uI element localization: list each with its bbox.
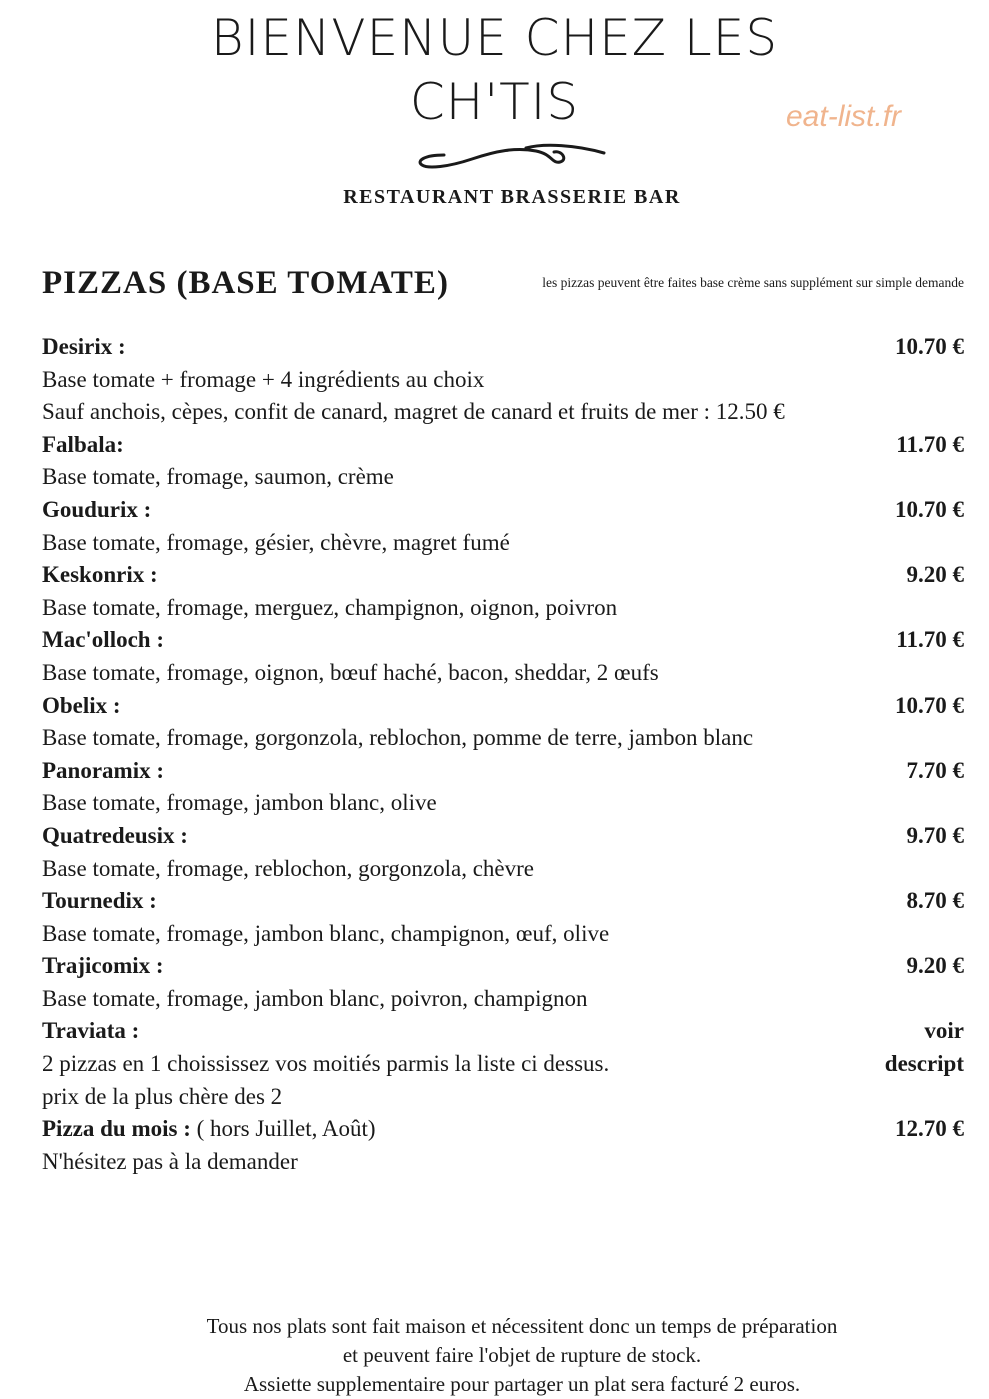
menu-item-header xyxy=(42,885,964,918)
menu-item-header xyxy=(42,494,964,527)
pizza-price: voir xyxy=(924,1018,964,1044)
pizza-availability: ( hors Juillet, Août) xyxy=(190,1116,376,1142)
menu-item-header xyxy=(42,1113,964,1146)
page-title-line1: BIENVENUE CHEZ LES xyxy=(210,9,779,67)
pizza-name: Goudurix : xyxy=(42,496,152,522)
pizza-price: 9.20 € xyxy=(906,562,964,588)
pizza-price: 10.70 € xyxy=(895,692,964,718)
pizza-description: Base tomate, fromage, jambon blanc, champignon, œuf, olive xyxy=(42,920,610,946)
subtitle: RESTAURANT BRASSERIE BAR xyxy=(343,186,681,208)
pizza-description: Base tomate, fromage, jambon blanc, olive xyxy=(42,790,437,816)
pizza-description: Base tomate, fromage, gorgonzola, reblochon, pomme de terre, jambon blanc xyxy=(42,725,754,751)
flourish-ornament xyxy=(414,137,608,171)
pizza-price: 10.70 € xyxy=(895,334,964,359)
menu-item-header xyxy=(42,690,964,723)
pizza-name: Mac'olloch : xyxy=(42,627,164,653)
pizza-price: 11.70 € xyxy=(896,627,964,653)
pizza-name: Obelix : xyxy=(42,692,121,718)
pizza-price: 8.70 € xyxy=(906,888,964,914)
pizza-name: Traviata : xyxy=(42,1018,140,1044)
menu-item-header xyxy=(42,559,964,592)
menu-item-header xyxy=(42,820,964,853)
menu-item-header xyxy=(42,624,964,657)
pizza-description: Base tomate, fromage, merguez, champignon, oignon, poivron xyxy=(42,594,618,620)
pizza-description: prix de la plus chère des 2 xyxy=(42,1083,283,1109)
watermark: eat-list.fr xyxy=(786,100,902,133)
menu-item-header xyxy=(42,1015,964,1048)
pizza-price: 9.20 € xyxy=(906,953,964,979)
footer-note xyxy=(0,1312,989,1399)
pizza-name: Desirix : xyxy=(42,334,126,359)
pizza-price: descript xyxy=(884,1051,964,1077)
menu-item-header xyxy=(42,950,964,983)
pizza-description: Base tomate, fromage, oignon, bœuf haché, bacon, sheddar, 2 œufs xyxy=(42,659,659,685)
menu-item-header xyxy=(42,429,964,462)
pizza-description: Base tomate, fromage, saumon, crème xyxy=(42,464,394,490)
pizza-name: Tournedix : xyxy=(42,888,157,914)
pizza-menu xyxy=(42,331,964,1178)
pizza-price: 10.70 € xyxy=(895,496,964,522)
pizza-description: Base tomate, fromage, gésier, chèvre, magret fumé xyxy=(42,529,510,555)
footer-line: et peuvent faire l'objet de rupture de stock. xyxy=(342,1343,702,1367)
pizza-description: Base tomate, fromage, jambon blanc, poivron, champignon xyxy=(42,985,588,1011)
pizza-name: Pizza du mois : xyxy=(42,1116,191,1142)
footer-line: Assiette supplementaire pour partager un plat sera facturé 2 euros. xyxy=(243,1372,801,1396)
pizza-description: Sauf anchois, cèpes, confit de canard, magret de canard et fruits de mer : 12.50 € xyxy=(42,399,785,425)
section-title: PIZZAS (BASE TOMATE) xyxy=(42,265,449,301)
pizza-name: Trajicomix : xyxy=(42,953,164,979)
pizza-price: 11.70 € xyxy=(896,431,964,457)
pizza-description: Base tomate + fromage + 4 ingrédients au choix xyxy=(42,366,485,392)
pizza-price: 7.70 € xyxy=(906,757,964,783)
pizza-description-text: 2 pizzas en 1 choississez vos moitiés parmis la liste ci dessus. xyxy=(42,1051,610,1077)
pizza-price: 12.70 € xyxy=(895,1116,964,1142)
pizza-description: Base tomate, fromage, reblochon, gorgonzola, chèvre xyxy=(42,855,534,881)
menu-item-header xyxy=(42,331,964,364)
pizza-price: 9.70 € xyxy=(906,822,964,848)
menu-item-header xyxy=(42,755,964,788)
footer-line: Tous nos plats sont fait maison et nécessitent donc un temps de préparation xyxy=(206,1314,838,1338)
pizza-name: Quatredeusix : xyxy=(42,822,188,848)
pizza-name: Keskonrix : xyxy=(42,562,158,588)
section-note: les pizzas peuvent être faites base crème sans supplément sur simple demande xyxy=(542,275,964,290)
pizza-name: Panoramix : xyxy=(42,757,165,783)
page-title-line2: CH'TIS xyxy=(409,73,580,131)
pizza-name: Falbala: xyxy=(42,431,124,457)
pizza-description xyxy=(42,1048,964,1081)
pizza-description: N'hésitez pas à la demander xyxy=(42,1148,298,1174)
